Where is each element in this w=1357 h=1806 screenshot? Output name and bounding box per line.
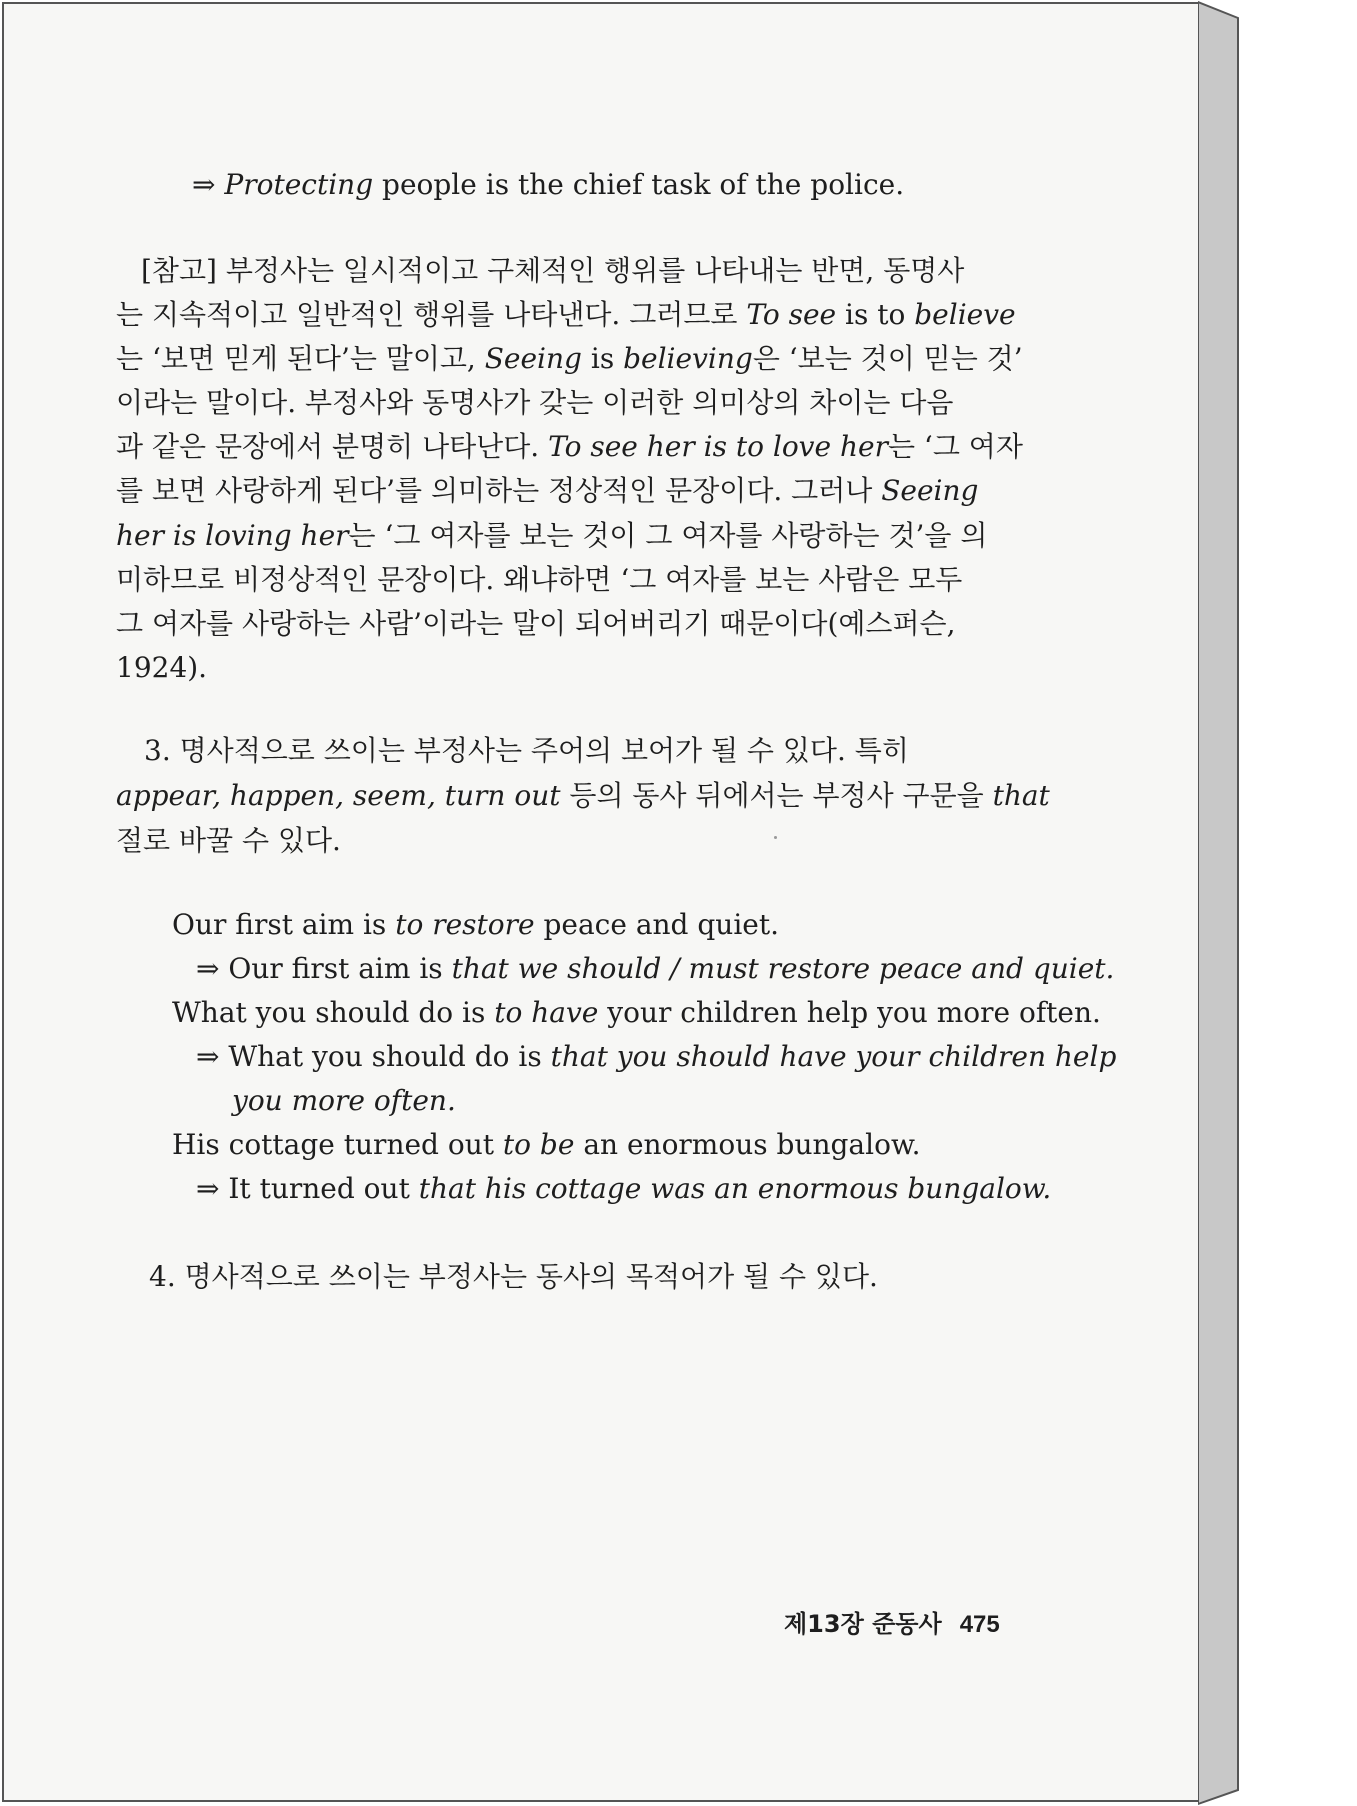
- page-footer: [784, 1604, 1000, 1639]
- note-line-7: her is loving her는 ‘그 여자를 보는 것이 그 여자를 사랑하는 것’을 의: [116, 519, 988, 552]
- note-line-8: 미하므로 비정상적인 문장이다. 왜냐하면 ‘그 여자를 보는 사람은 모두: [116, 563, 963, 596]
- section-3-heading: 3. 명사적으로 쓰이는 부정사는 주어의 보어가 될 수 있다. 특히: [144, 734, 909, 767]
- example-2-rewrite-cont: you more often.: [232, 1084, 456, 1117]
- section-3-line-3: 절로 바꿀 수 있다.: [116, 824, 341, 857]
- note-line-1: [참고] 부정사는 일시적이고 구체적인 행위를 나타내는 반면, 동명사: [141, 254, 965, 287]
- note-line-10: 1924).: [116, 651, 208, 684]
- note-line-5: 과 같은 문장에서 분명히 나타난다. To see her is to love her는 ‘그 여자: [116, 430, 1023, 463]
- chapter-title: 제13장 준동사: [784, 1610, 942, 1638]
- note-line-6: 를 보면 사랑하게 된다’를 의미하는 정상적인 문장이다. 그러나 Seeing: [116, 474, 979, 507]
- example-3: His cottage turned out to be an enormous bungalow.: [172, 1128, 921, 1161]
- italic-term: Protecting: [224, 168, 374, 201]
- book-edge: [1198, 0, 1250, 1806]
- print-speck: [774, 836, 777, 839]
- example-1: Our first aim is to restore peace and quiet.: [172, 908, 780, 941]
- book-page: [2, 2, 1198, 1802]
- example-3-rewrite: ⇒ It turned out that his cottage was an enormous bungalow.: [196, 1172, 1052, 1205]
- section-3-line-2: appear, happen, seem, turn out 등의 동사 뒤에서는 부정사 구문을 that: [116, 779, 1050, 812]
- example-2: What you should do is to have your children help you more often.: [172, 996, 1101, 1029]
- note-line-2: 는 지속적이고 일반적인 행위를 나타낸다. 그러므로 To see is to believe: [116, 298, 1016, 331]
- example-2-rewrite: ⇒ What you should do is that you should have your children help: [196, 1040, 1117, 1073]
- note-line-9: 그 여자를 사랑하는 사람’이라는 말이 되어버리기 때문이다(예스퍼슨,: [116, 607, 956, 640]
- section-4-heading: 4. 명사적으로 쓰이는 부정사는 동사의 목적어가 될 수 있다.: [149, 1260, 878, 1293]
- example-1-rewrite: ⇒ Our first aim is that we should / must restore peace and quiet.: [196, 952, 1115, 985]
- note-line-4: 이라는 말이다. 부정사와 동명사가 갖는 이러한 의미상의 차이는 다음: [116, 386, 954, 419]
- page-number: 475: [959, 1611, 1000, 1638]
- note-line-3: 는 ‘보면 믿게 된다’는 말이고, Seeing is believing은 ‘보는 것이 믿는 것’: [116, 342, 1023, 375]
- example-top: ⇒ Protecting people is the chief task of the police.: [192, 168, 905, 201]
